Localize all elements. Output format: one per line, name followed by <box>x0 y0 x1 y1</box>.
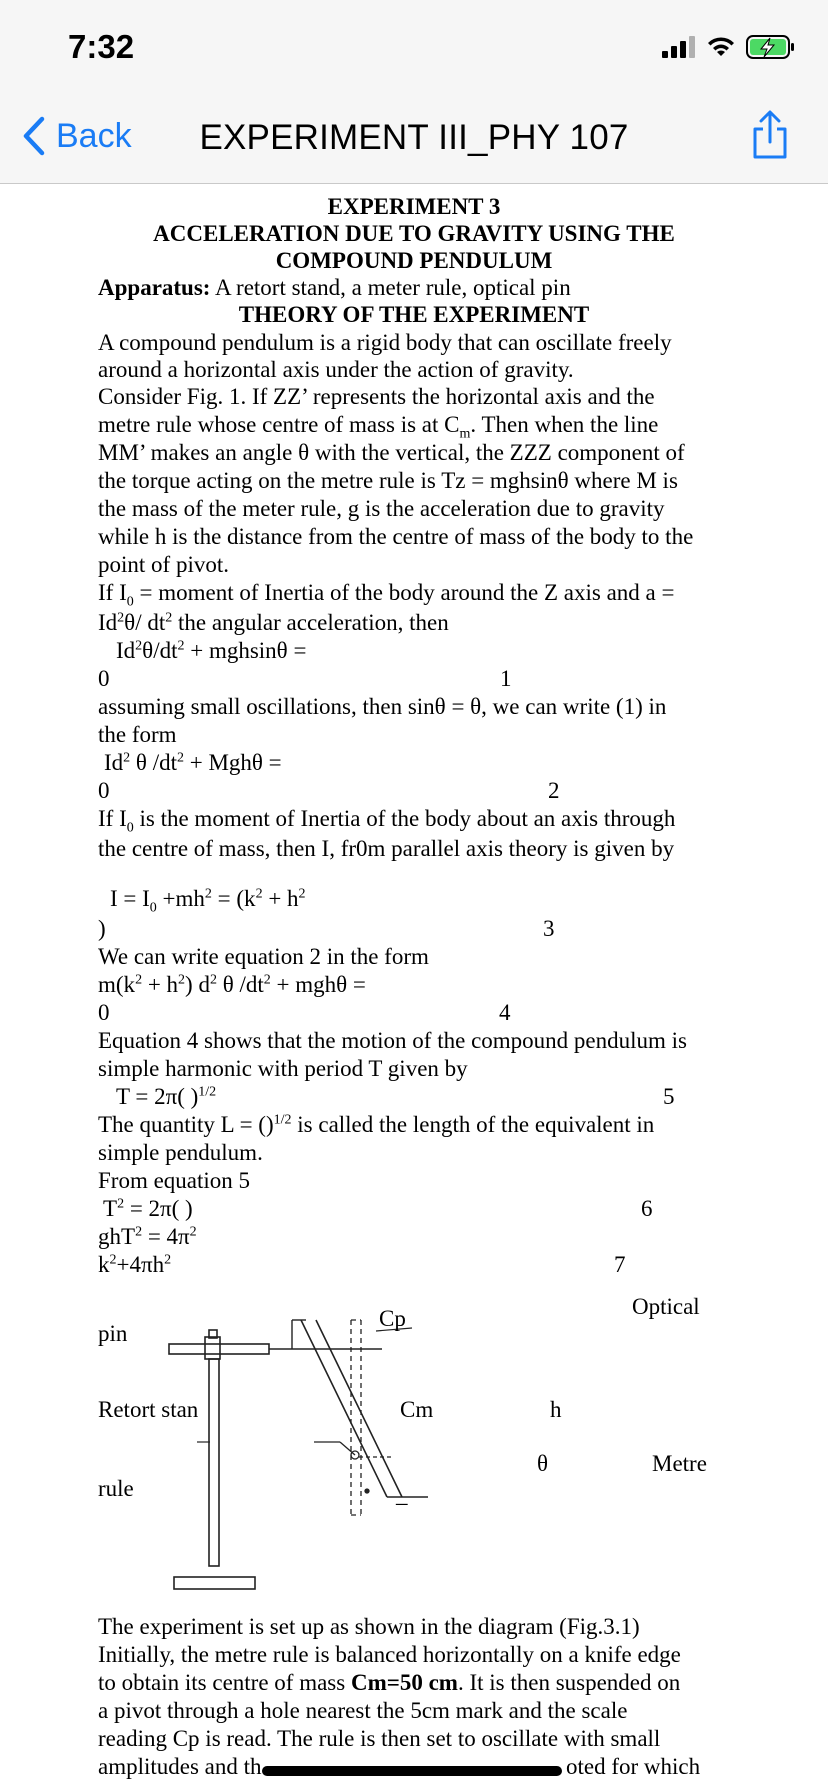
cellular-signal-icon <box>662 36 696 63</box>
figure-label-theta: θ <box>537 1451 549 1476</box>
paragraph-line: From equation 5 <box>98 1168 251 1193</box>
share-icon <box>750 110 790 160</box>
pivot-line <box>269 1320 382 1349</box>
figure-label-pin: pin <box>98 1321 128 1346</box>
share-button[interactable] <box>750 110 790 165</box>
equation-2-number: 2 <box>548 778 560 803</box>
equation-5: T = 2π( )$^{1/2}$ <box>116 1084 217 1109</box>
equation-2-rhs: 0 <box>98 778 110 803</box>
redaction-mark <box>262 1766 562 1776</box>
paragraph-line: metre rule whose centre of mass is at $C_m$. Then when the line <box>98 412 659 442</box>
paragraph-line: point of pivot. <box>98 552 229 577</box>
navigation-header <box>0 0 828 184</box>
paragraph-line: reading Cp is read. The rule is then set to oscillate with small <box>98 1726 661 1751</box>
doc-heading-subtitle: COMPOUND PENDULUM <box>275 248 553 273</box>
theory-heading: THEORY OF THE EXPERIMENT <box>238 302 590 327</box>
equation-2: Id$^2$ θ $/dt^2 + Mgh\theta$ = <box>104 750 282 775</box>
equation-4: $m(k^2 + h^2)$ $d^2$ θ $/dt^2 + mgh\theta$ = <box>98 972 366 997</box>
equation-1-rhs: 0 <box>98 666 110 691</box>
paragraph-line-partial: amplitudes and th <box>98 1754 262 1779</box>
battery-charging-icon <box>746 34 796 65</box>
paragraph-line: Equation 4 shows that the motion of the compound pendulum is <box>98 1028 687 1053</box>
wifi-icon <box>706 36 736 63</box>
paragraph-line: the mass of the meter rule, g is the acceleration due to gravity <box>98 496 665 521</box>
paragraph-line: while h is the distance from the centre of mass of the body to the <box>98 524 694 549</box>
figure-label-h: h <box>550 1397 562 1422</box>
paragraph-line: the torque acting on the metre rule is Tz = mghsinθ where M is <box>98 468 678 493</box>
figure-label-dash: _ <box>396 1482 408 1507</box>
paragraph-line: simple harmonic with period T given by <box>98 1056 468 1081</box>
document-view[interactable] <box>0 185 828 1792</box>
doc-heading-experiment: EXPERIMENT 3 <box>327 194 501 219</box>
paragraph-line: We can write equation 2 in the form <box>98 944 429 969</box>
stand-base-drawing <box>174 1577 255 1589</box>
paragraph-line: If $I_0$ is the moment of Inertia of the body about an axis through <box>98 806 676 836</box>
equation-1: $Id^2\theta/dt^2 + mghsin\theta$ = <box>116 638 307 663</box>
paragraph-line: the centre of mass, then I, fr0m parallel axis theory is given by <box>98 836 675 861</box>
paragraph-line: If $I_0$ = moment of Inertia of the body around the Z axis and a = <box>98 580 675 610</box>
figure-label-retort: Retort stan <box>98 1397 199 1422</box>
figure-label-metre: Metre <box>652 1451 707 1476</box>
paragraph-line: Consider Fig. 1. If ZZ’ represents the horizontal axis and the <box>98 384 655 409</box>
equation-8: $k^2+4\pi h^2$ <box>98 1252 172 1277</box>
pendulum-diagram <box>0 185 828 1792</box>
apparatus-line: Apparatus: A retort stand, a meter rule, optical pin <box>98 275 571 300</box>
equation-5-number: 5 <box>663 1084 675 1109</box>
status-time: 7:32 <box>68 28 135 65</box>
paragraph-line: simple pendulum. <box>98 1140 263 1165</box>
page-title: EXPERIMENT III_PHY 107 <box>199 118 629 157</box>
paragraph-line: around a horizontal axis under the action of gravity. <box>98 357 574 382</box>
figure-label-cm: Cm <box>400 1397 434 1422</box>
doc-heading-title: ACCELERATION DUE TO GRAVITY USING THE <box>153 221 675 246</box>
paragraph-line: MM’ makes an angle θ with the vertical, the ZZZ component of <box>98 440 685 465</box>
equation-7: $ghT^2 = 4\pi^2$ <box>98 1224 197 1249</box>
equation-3-paren: ) <box>98 916 106 941</box>
equation-6-number: 6 <box>641 1196 653 1221</box>
paragraph-line: Initially, the metre rule is balanced horizontally on a knife edge <box>98 1642 681 1667</box>
paragraph-line: A compound pendulum is a rigid body that can oscillate freely <box>98 330 672 355</box>
figure-label-cp: Cp <box>379 1306 406 1331</box>
apparatus-label: Apparatus: <box>98 275 211 300</box>
paragraph-line-partial-end: oted for which <box>566 1754 701 1779</box>
status-icons <box>662 34 796 64</box>
equation-7-number: 7 <box>614 1252 626 1277</box>
figure-label-rule: rule <box>98 1476 134 1501</box>
equation-6: $T^2 = 2\pi$( ) <box>103 1196 193 1221</box>
back-button-label: Back <box>56 116 132 155</box>
paragraph-line: a pivot through a hole nearest the 5cm mark and the scale <box>98 1698 628 1723</box>
paragraph-line: assuming small oscillations, then sinθ = θ, we can write (1) in <box>98 694 667 719</box>
equation-1-number: 1 <box>500 666 512 691</box>
paragraph-line: to obtain its centre of mass Cm=50 cm. It is then suspended on <box>98 1670 681 1695</box>
equation-4-number: 4 <box>499 1000 511 1025</box>
equation-4-rhs: 0 <box>98 1000 110 1025</box>
paragraph-line: the form <box>98 722 177 747</box>
equation-3: $I = I_0 +mh^2 = (k^2 + h^2$ <box>110 886 306 916</box>
paragraph-line: The experiment is set up as shown in the diagram (Fig.3.1) <box>98 1614 640 1639</box>
paragraph-line: Id$^2$θ/ $dt^2$ the angular acceleration, then <box>98 610 449 635</box>
retort-stand-drawing <box>169 1330 269 1566</box>
equation-3-number: 3 <box>543 916 555 941</box>
paragraph-line: The quantity L = ()$^{1/2}$ is called the length of the equivalent in <box>98 1112 655 1137</box>
figure-label-optical: Optical <box>632 1294 700 1319</box>
